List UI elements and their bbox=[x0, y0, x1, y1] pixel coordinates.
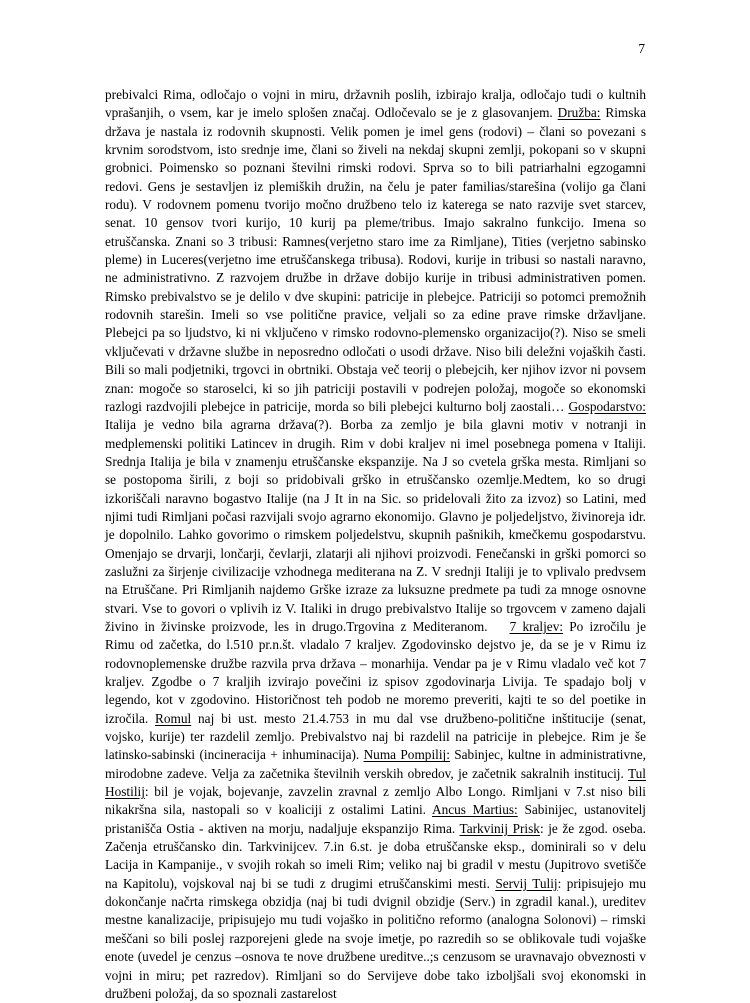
text-intro: prebivalci Rima, odločajo o vojni in miru, državnih poslih, izbirajo kralja, odločajo tudi o kultnih vprašanjih, o vsem, kar je imelo splošen značaj. Odločevalo se je z glasovanjem. bbox=[105, 87, 646, 121]
heading-numa-pompilij: Numa Pompilij: bbox=[363, 747, 450, 763]
text-after-druzba: Rimska država je nastala iz rodovnih skupnosti. Velik pomen je imel gens (rodovi) – člani so povezani s krvnim sorodstvom, isto srednje ime, člani so živeli na nekdaj skupni zemlji, pokopani so v skupni grobnici. Poimensko so poznani številni rimski rodovi. Sprva so to bili patriarhalni egzogamni redovi. Gens je sestavljen iz plemiških družin, na čelu je pater familias/starešina (volijo ga člani rodu). V rodovnem pomenu tvorijo močno družbeno telo iz katerega se nato razvije svet starcev, senat. 10 gensov tvori kurijo, 10 kurij pa pleme/tribus. Imajo sakralno funkcijo. Imena so etruščanska. Znani so 3 tribusi: Ramnes(verjetno staro ime za Rimljane), Tities (verjetno sabinsko pleme) in Luceres(verjetno ime etruščanskega tribusa). Rodovi, kurije in tribusi so nastali naravno, ne administrativno. Z razvojem družbe in države dobijo kurije in tribusi administrativen pomen. Rimsko prebivalstvo se je delilo v dve skupini: patricije in plebejce. Patriciji so potomci premožnih rodovnih starešin. Imeli so vse politične pravice, veljali so za edine prave rimske državljane. Plebejci pa so ljudstvo, ki ni vključeno v rimsko rodovno-plemensko organizacijo(?). Niso se smeli vključevati v državne službe in neposredno odločati o usodi države. Niso bili deležni vojaških časti. Bili so mali podjetniki, trgovci in obrtniki. Obstaja več teorij o plebejcih, ker njihov izvor ni povsem znan: mogoče so staroselci, ki so jih patriciji postavili v podrejen položaj, mogoče so ekonomski razlogi razdvojili plebejce in patricije, morda so bili plebejci kulturno bolj zaostali… bbox=[105, 105, 646, 414]
text-after-ancus: Sabinijec, ustanovitelj pristanišča Ostia - aktiven na morju, nadaljuje ekspanzijo Rima. bbox=[105, 802, 646, 836]
heading-druzba: Družba: bbox=[557, 105, 601, 121]
heading-tarkvinij-prisk: Tarkvinij Prisk bbox=[459, 820, 540, 836]
text-after-tul: : bil je vojak, bojevanje, zavzelin zravnal z zemljo Albo Longo. Rimljani v 7.st niso bili nikakršna sila, nastopali so v koaliciji z ostalimi Latini. bbox=[105, 784, 646, 818]
text-after-tarkvinij: : je že zgod. oseba. Začenja etruščansko din. Tarkvinijcev. 7.in 6.st. je doba etruščanske eksp., dominirali so v delu Lacija in Kampanije., v svojih rokah so imeli Rim; veliko naj bi gradil v mestu (Jupitrovo svetišče na Kapitolu), vojskoval naj bi se tudi z drugimi etruščanskimi mesti. bbox=[105, 820, 646, 891]
text-after-gospodarstvo: Italija je vedno bila agrarna država(?). Borba za zemljo je bila glavni motiv v notranji in medplemenski politiki Latincev in drugih. Rim v dobi kraljev ni imel posebnega pomena v Italiji. Srednja Italija je bila v znamenju etruščanske ekspanzije. Na J so cvetela grška mesta. Rimljani so se postopoma širili, z boji so pridobivali grško in etruščansko ozemlje.Medtem, ko so drugi izkoriščali naravno bogastvo Italije (na J It in na Sic. so pridelovali žito za izvoz) so Latini, med njimi tudi Rimljani počasi razvijali svojo agrarno ekonomijo. Glavno je poljedeljstvo, živinoreja idr. je dopolnilo. Lahko govorimo o rimskem poljedelstvu, skupnih pašnikih, kmečkemu gospodarstvu. Omenjajo se drvarji, lončarji, čevlarji, zlatarji ali njihovi proizvodi. Fenečanski in grški pomorci so zaslužni za širjenje civilizacije vzhodnega mediterana na Z. V srednji Italiji je to vplivalo predvsem na Etruščane. Pri Rimljanih najdemo Grške izraze za luksuzne predmete pa tudi za mnoge osnovne stvari. Vse to govori o vplivih iz V. Italiki in drugo prebivalstvo Italije so trgovcem v zameno dajali živino in živinske proizvode, les in drugo.Trgovina z Mediteranom. bbox=[105, 417, 646, 634]
heading-tul-hostilij: Tul Hostilij bbox=[105, 765, 646, 800]
text-after-romul: naj bi ust. mesto 21.4.753 in mu dal vse družbeno-politične inštitucije (senat, vojsko, kurije) ter razdelil zemljo. Prebivalstvo naj bi razdelil na patricije in plebejce. Rim je še latinsko-sabinski (incineracija + inhuminacija). bbox=[105, 710, 647, 763]
body-paragraph bbox=[105, 86, 646, 1003]
page-number: 7 bbox=[638, 41, 645, 56]
document-body bbox=[105, 86, 646, 1003]
heading-ancus-martius: Ancus Martius: bbox=[431, 802, 518, 818]
heading-gospodarstvo: Gospodarstvo: bbox=[568, 398, 646, 414]
text-after-numa: Sabinjec, kultne in administrativne, mirodobne zadeve. Velja za začetnika številnih verskih obredov, je začetnik sakralnih institucij. bbox=[105, 747, 646, 781]
heading-servij-tulij: Servij Tulij bbox=[495, 875, 558, 891]
text-after-7-kraljev: Po izročilu je Rimu od začetka, do l.510 pr.n.št. vladalo 7 kraljev. Zgodovinsko dejstvo je, da se je v Rimu iz rodovnoplemenske družbe razvila prva država – monarhija. Vendar pa je v Rimu vladalo več kot 7 kraljev. Zgodbe o 7 kraljih izvirajo povečini iz spisov zgodovinarja Livija. Te spadajo bolj v legendo, kot v zgodovino. Historičnost teh podob ne moremo preveriti, kajti te so del poetike in izročila. bbox=[105, 618, 646, 726]
heading-7-kraljev: 7 kraljev: bbox=[509, 618, 564, 634]
text-after-servij: : pripisujejo mu dokončanje načrta rimskega obzidja (naj bi tudi dvignil obzidje (Serv.) in zgradil kanal.), ureditev mestne kanalizacije, pripisujejo mu tudi vojaško in politično reformo (analogna Solonovi) – rimski meščani so bili poslej razporejeni glede na svoje imetje, po razredih so se oblikovale tudi vojaške enote (uvedel je cenzus –osnova te nove družbene ureditve..;s cenzusom se uravnavajo obveznosti v vojni in miru; pet razredov). Rimljani so do Servijeve dobe tako izboljšali svoj ekonomski in družbeni položaj, da so spoznali zastarelost bbox=[105, 875, 646, 1001]
heading-romul: Romul bbox=[155, 710, 192, 726]
